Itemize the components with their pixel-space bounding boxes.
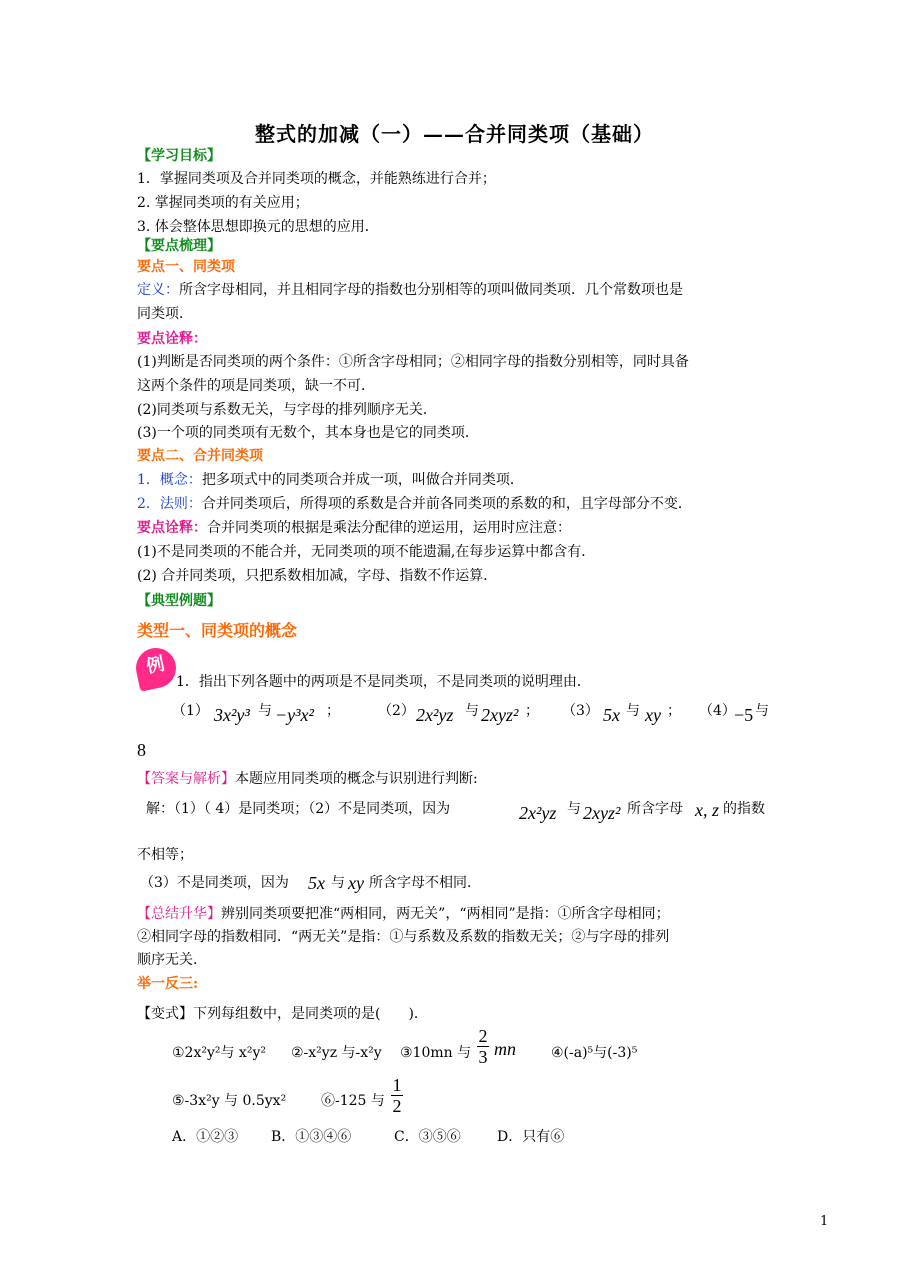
examples-heading: 【典型例题】: [137, 593, 221, 609]
term-c1: 5x: [603, 705, 620, 725]
concept-line: [137, 470, 524, 490]
part-1-label: （1）: [172, 703, 209, 719]
solution-text-c: 的指数: [723, 801, 765, 817]
answer-intro: 本题应用同类项的概念与识别进行判断:: [235, 771, 478, 787]
summary-text: ②相同字母的指数相同．“两无关”是指：①与系数及系数的指数无关；②与字母的排列: [137, 929, 670, 945]
choice-a: A．①②③: [172, 1129, 239, 1145]
part-4-label: （4）: [699, 703, 736, 719]
summary-heading: 【要点梳理】: [137, 238, 221, 254]
term-b1: 2x²yz: [416, 705, 454, 725]
semicolon: ；: [326, 703, 340, 719]
solution-text-a: 解：（1）（ 4）是同类项；（2）不是同类项，因为: [146, 801, 451, 817]
page-title: 整式的加减（一）——合并同类项（基础）: [255, 122, 654, 146]
rule-text: 合并同类项后，所得项的系数是合并前各同类项的系数的和，且字母部分不变．: [201, 496, 692, 512]
summary-text: 顺序无关．: [137, 952, 207, 968]
solution-text-f: 所含字母不相同．: [369, 875, 481, 891]
variant-question: 下列每组数中，是同类项的是( )．: [193, 1006, 428, 1022]
goals-heading: 【学习目标】: [137, 148, 221, 164]
note2-item: (2) 合并同类项，只把系数相加减，字母、指数不作运算．: [137, 568, 498, 584]
option-5: ⑤-3x²y 与 0.5yx²: [172, 1093, 287, 1109]
fraction-numerator: 2: [478, 1026, 488, 1046]
point2-heading: 要点二、合并同类项: [137, 448, 263, 464]
note-line: (1)判断是否同类项的两个条件：①所含字母相同；②相同字母的指数分别相等，同时具备: [137, 354, 689, 370]
definition-text-cont: 同类项．: [137, 306, 193, 322]
definition-line: [137, 280, 683, 300]
note2-item: (1)不是同类项的不能合并，无同类项的项不能遗漏,在每步运算中都含有．: [137, 544, 596, 560]
option-3: ③10mn 与: [400, 1045, 472, 1061]
term-a1: 3x²y³: [214, 705, 250, 725]
term-a2: −y³x²: [275, 705, 314, 725]
solution-term-c1: 5x: [308, 873, 325, 893]
note2-line: [137, 518, 571, 538]
fraction-tail: mn: [494, 1039, 516, 1059]
note2-text: 合并同类项的根据是乘法分配律的逆运用，运用时应注意：: [207, 520, 571, 536]
rule-label: 2．法则：: [137, 496, 202, 512]
option-1: ①2x²y²与 x²y²: [172, 1045, 266, 1061]
solution-term-b2: 2xyz²: [583, 803, 621, 823]
term-d1: −5: [734, 705, 754, 725]
type1-heading: 类型一、同类项的概念: [137, 621, 298, 640]
fraction-denominator: 2: [392, 1096, 402, 1116]
variant-label: 【变式】: [137, 1006, 193, 1022]
definition-text: 所含字母相同，并且相同字母的指数也分别相等的项叫做同类项．几个常数项也是: [179, 282, 683, 298]
yu-text: 与: [465, 703, 479, 719]
fraction-1-2: [391, 1075, 403, 1116]
goal-item: 3. 体会整体思想即换元的思想的应用．: [137, 219, 379, 235]
part-3-label: （3）: [562, 703, 599, 719]
answer-line: [137, 769, 478, 789]
solution-vars: x, z: [695, 800, 719, 820]
choice-d: D．只有⑥: [497, 1129, 565, 1145]
concept-label: 1．概念：: [137, 472, 202, 488]
jyfs-heading: 举一反三:: [137, 976, 199, 992]
option-2: ②-x²yz 与-x²y: [291, 1045, 382, 1061]
term-d2: 8: [137, 740, 146, 760]
yu-text: 与: [331, 875, 345, 891]
summary-label: 【总结升华】: [137, 906, 221, 922]
note-line: 这两个条件的项是同类项，缺一不可．: [137, 378, 375, 394]
note-line: (3)一个项的同类项有无数个，其本身也是它的同类项．: [137, 425, 479, 441]
summary-text: 辨别同类项要把准“两相同，两无关”，“两相同”是指：①所含字母相同；: [221, 906, 670, 922]
term-b2: 2xyz²: [481, 705, 519, 725]
solution-text-b: 所含字母: [627, 801, 683, 817]
definition-label: 定义：: [137, 282, 179, 298]
part-2-label: （2）: [378, 703, 415, 719]
fraction-2-3: [477, 1026, 489, 1067]
solution-text-d: 不相等；: [137, 847, 193, 863]
semicolon: ；: [525, 703, 539, 719]
answer-label: 【答案与解析】: [137, 771, 235, 787]
choice-b: B．①③④⑥: [271, 1129, 352, 1145]
option-6: ⑥-125 与: [321, 1093, 385, 1109]
goal-item: 2. 掌握同类项的有关应用；: [137, 195, 309, 211]
fraction-numerator: 1: [392, 1075, 402, 1095]
point1-heading: 要点一、同类项: [137, 259, 235, 275]
rule-line: [137, 494, 692, 514]
yu-text: 与: [626, 703, 640, 719]
fraction-denominator: 3: [478, 1047, 488, 1067]
choice-c: C．③⑤⑥: [394, 1129, 461, 1145]
variant-line: [137, 1004, 428, 1024]
solution-term-b1: 2x²yz: [519, 803, 557, 823]
example-badge: 例: [132, 644, 179, 691]
yu-text: 与: [258, 703, 272, 719]
yu-text: 与: [567, 801, 581, 817]
yu-text: 与: [755, 703, 769, 719]
option-4: ④(-a)⁵与(-3)⁵: [551, 1045, 638, 1061]
goal-item: 1．掌握同类项及合并同类项的概念，并能熟练进行合并；: [137, 171, 496, 187]
question-1: 1．指出下列各题中的两项是不是同类项，不是同类项的说明理由．: [176, 674, 591, 690]
note2-label: 要点诠释：: [137, 520, 207, 536]
page-number: 1: [820, 1214, 829, 1229]
solution-text-e: （3）不是同类项，因为: [140, 875, 289, 891]
concept-text: 把多项式中的同类项合并成一项，叫做合并同类项．: [201, 472, 524, 488]
term-c2: xy: [645, 705, 661, 725]
note-label: 要点诠释：: [137, 331, 207, 347]
semicolon: ；: [667, 703, 681, 719]
note-line: (2)同类项与系数无关，与字母的排列顺序无关．: [137, 402, 437, 418]
summary-line: [137, 904, 670, 924]
solution-term-c2: xy: [348, 873, 364, 893]
